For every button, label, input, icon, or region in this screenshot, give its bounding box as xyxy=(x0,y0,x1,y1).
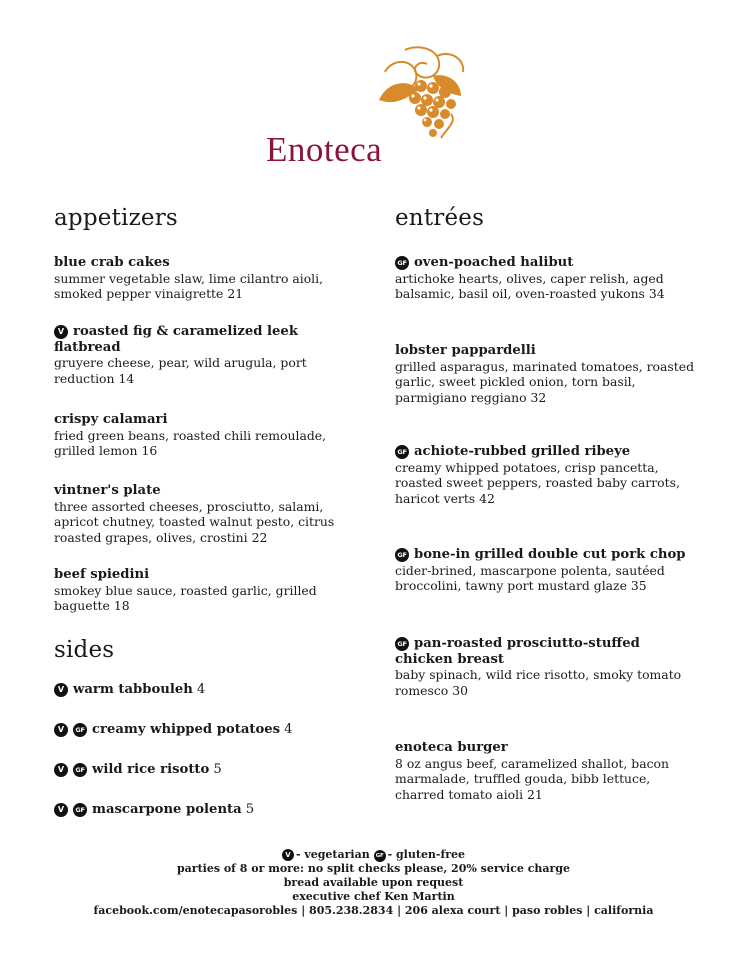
item-price: 22 xyxy=(251,529,268,545)
item-description: cider-brined, mascarpone polenta, sautéed broccolini, tawny port mustard glaze 35 xyxy=(395,562,665,593)
item-name: vintner's plate xyxy=(54,483,161,498)
item-description: three assorted cheeses, prosciutto, salami, apricot chutney, toasted walnut pesto, citrus roasted grapes, olives, crostini 22 xyxy=(54,498,335,545)
gluten-free-badge-icon: GF xyxy=(395,637,409,651)
left-column xyxy=(54,205,364,817)
vegetarian-badge-icon: V xyxy=(54,803,68,817)
item-description: smokey blue sauce, roasted garlic, grilled baguette 18 xyxy=(54,582,317,613)
menu-item xyxy=(54,567,364,614)
menu-item xyxy=(395,740,695,802)
menu-item xyxy=(54,324,364,386)
item-description: grilled asparagus, marinated tomatoes, roasted garlic, sweet pickled onion, torn basil, parmigiano reggiano 32 xyxy=(395,358,694,405)
menu-item xyxy=(395,547,695,594)
gluten-free-badge-icon: GF xyxy=(374,850,386,862)
gluten-free-badge-icon: GF xyxy=(395,256,409,270)
item-name: beef spiedini xyxy=(54,567,150,582)
item-price: 4 xyxy=(284,722,293,737)
vegetarian-badge-icon: V xyxy=(54,763,68,777)
item-description: artichoke hearts, olives, caper relish, aged balsamic, basil oil, oven-roasted yukons 34 xyxy=(395,270,665,301)
menu-item xyxy=(54,483,364,545)
item-price: 30 xyxy=(452,682,469,698)
item-price: 5 xyxy=(245,802,255,817)
side-item: V GF mascarpone polenta 5 xyxy=(54,802,254,817)
gluten-free-badge-icon: GF xyxy=(73,763,87,777)
vegetarian-badge-icon: V xyxy=(282,849,294,861)
item-description: fried green beans, roasted chili remoulade, grilled lemon 16 xyxy=(54,427,327,458)
item-price: 21 xyxy=(527,786,543,802)
chef-credit: executive chef Ken Martin xyxy=(292,890,455,903)
side-item: V GF creamy whipped potatoes 4 xyxy=(54,722,292,737)
appetizers-heading: appetizers xyxy=(54,205,178,231)
side-item: V warm tabbouleh 4 xyxy=(54,682,205,697)
menu-item xyxy=(395,255,695,302)
item-description: creamy whipped potatoes, crisp pancetta, roasted sweet peppers, roasted baby carrots, haricot verts 42 xyxy=(395,459,680,506)
item-price: 4 xyxy=(196,682,206,697)
item-name: GF bone-in grilled double cut pork chop xyxy=(395,547,695,563)
item-name: GF achiote-rubbed grilled ribeye xyxy=(395,444,695,460)
party-policy: parties of 8 or more: no split checks please, 20% service charge xyxy=(176,862,571,875)
gluten-free-badge-icon: GF xyxy=(395,445,409,459)
item-name: lobster pappardelli xyxy=(395,343,536,358)
item-price: 32 xyxy=(530,389,547,405)
item-price: 35 xyxy=(630,578,647,593)
menu-footer xyxy=(0,848,747,918)
item-description: baby spinach, wild rice risotto, smoky tomato romesco 30 xyxy=(395,667,682,698)
item-description: summer vegetable slaw, lime cilantro aioli, smoked pepper vinaigrette 21 xyxy=(54,270,324,301)
item-name: GF pan-roasted prosciutto-stuffed chicken breast xyxy=(395,636,640,667)
item-price: 5 xyxy=(213,762,222,777)
item-description: 8 oz angus beef, caramelized shallot, bacon marmalade, truffled gouda, bibb lettuce, charred tomato aioli 21 xyxy=(395,755,669,802)
vegetarian-badge-icon: V xyxy=(54,325,68,339)
item-name: GF oven-poached halibut xyxy=(395,255,695,271)
vegetarian-badge-icon: V xyxy=(54,683,68,697)
vegetarian-badge-icon: V xyxy=(54,723,68,737)
item-name: enoteca burger xyxy=(395,740,508,755)
dietary-legend: V - vegetarian GF - gluten-free xyxy=(0,848,747,862)
gluten-free-badge-icon: GF xyxy=(395,548,409,562)
menu-item xyxy=(395,444,695,506)
item-price: 16 xyxy=(141,443,158,458)
item-description: gruyere cheese, pear, wild arugula, port reduction 14 xyxy=(54,355,307,386)
side-item: V GF wild rice risotto 5 xyxy=(54,762,222,777)
enoteca-logo xyxy=(262,38,462,168)
item-name: blue crab cakes xyxy=(54,255,170,270)
item-name: V roasted fig & caramelized leek flatbread xyxy=(54,324,298,355)
contact-line: facebook.com/enotecapasorobles | 805.238.2834 | 206 alexa court | paso robles | california xyxy=(93,904,654,917)
item-name: crispy calamari xyxy=(54,412,168,427)
gluten-free-badge-icon: GF xyxy=(73,803,87,817)
item-price: 14 xyxy=(118,370,135,386)
grape-vine-icon xyxy=(377,42,472,147)
entrees-heading: entrées xyxy=(395,205,485,231)
menu-item xyxy=(395,636,695,698)
gluten-free-badge-icon: GF xyxy=(73,723,87,737)
item-price: 34 xyxy=(648,286,665,301)
sides-heading: sides xyxy=(54,637,115,663)
menu-item xyxy=(54,412,364,459)
item-price: 42 xyxy=(479,490,495,506)
item-price: 18 xyxy=(113,598,130,613)
brand-wordmark: Enoteca xyxy=(266,130,383,169)
right-column xyxy=(395,205,695,802)
menu-item xyxy=(54,255,364,302)
item-price: 21 xyxy=(227,286,244,301)
menu-item xyxy=(395,343,695,405)
bread-note: bread available upon request xyxy=(283,876,464,889)
